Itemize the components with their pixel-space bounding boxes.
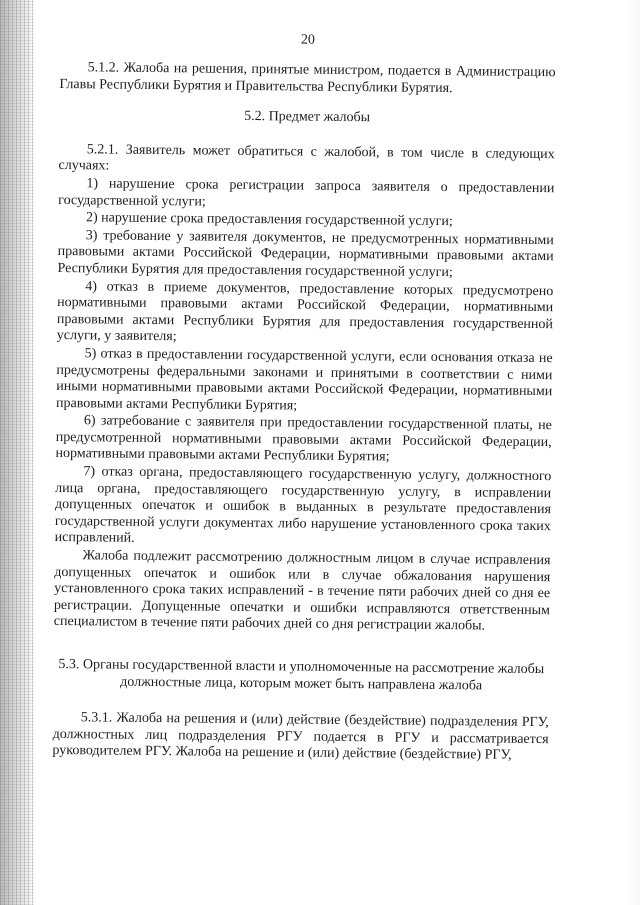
document-page xyxy=(52,30,556,765)
paragraph-5-3-1: 5.3.1. Жалоба на решения и (или) действие (бездействие) подразделения РГУ, должностных лиц подразделения РГУ подается в РГУ и рассматривается руководителем РГУ. Жалоба на решение и (или) действие (бездействие) РГУ, xyxy=(52,710,549,764)
scan-edge-shadow xyxy=(0,0,34,905)
paragraph-5-1-2: 5.1.2. Жалоба на решения, принятые министром, подается в Администрацию Главы Республики Бурятия и Правительства Республики Бурятия. xyxy=(59,60,556,96)
section-heading-5-2: 5.2. Предмет жалобы xyxy=(244,109,371,126)
section-heading-5-3: 5.3. Органы государственной власти и уполномоченные на рассмотрение жалобы должностные лица, которым может быть направлена жалоба xyxy=(58,657,545,694)
paragraph-5-2-1: 5.2.1. Заявитель может обратиться с жалобой, в том числе в следующих случаях: xyxy=(58,142,555,174)
list-item-5: 5) отказ в предоставлении государственной услуги, если основания отказа не предусмотрены федеральными законами и принятыми в соответствии с ними иными нормативными правовыми актами Российской Федерации, нормативными правовыми актами Республики Бурятия; xyxy=(56,346,553,414)
list-item-4: 4) отказ в приеме документов, предоставление которых предусмотрено нормативными правовыми актами Российской Федерации, нормативными правовыми актами Республики Бурятия для предоставления государственной услуги, у заявителя; xyxy=(56,278,554,345)
list-item-2: 2) нарушение срока предоставления государственной услуги; xyxy=(85,210,453,230)
list-item-7: 7) отказ органа, предоставляющего государственную услугу, должностного лица органа, предоставляющего государственную услугу, в исправлении допущенных опечаток и ошибок в выданных в результате предоставления государственной услуги документах либо нарушение установленного срока таких исправлений. xyxy=(54,464,552,547)
scan-edge-right xyxy=(626,0,640,905)
list-item-3: 3) требование у заявителя документов, не предусмотренных нормативными правовыми актами Российской Федерации, нормативными правовыми актами Республики Бурятия для предоставления государственной услуги; xyxy=(57,228,554,281)
page-number: 20 xyxy=(300,32,315,48)
list-item-6: 6) затребование с заявителя при предоставлении государственной платы, не предусмотренной нормативными правовыми актами Российской Федерации, нормативными правовыми актами Республики Бурятия; xyxy=(55,413,552,465)
paragraph-review: Жалоба подлежит рассмотрению должностным лицом в случае исправления допущенных опечаток и ошибок или в случае обжалования нарушения установленного срока таких исправлений - в течение пяти рабочих дней со дня ее регистрации. Допущенные опечатки и ошибки исправляются ответственным специалистом в течение пяти рабочих дней со дня регистрации жалобы. xyxy=(53,548,551,634)
list-item-1: 1) нарушение срока регистрации запроса заявителя о предоставлении государственной услуги; xyxy=(58,176,555,210)
